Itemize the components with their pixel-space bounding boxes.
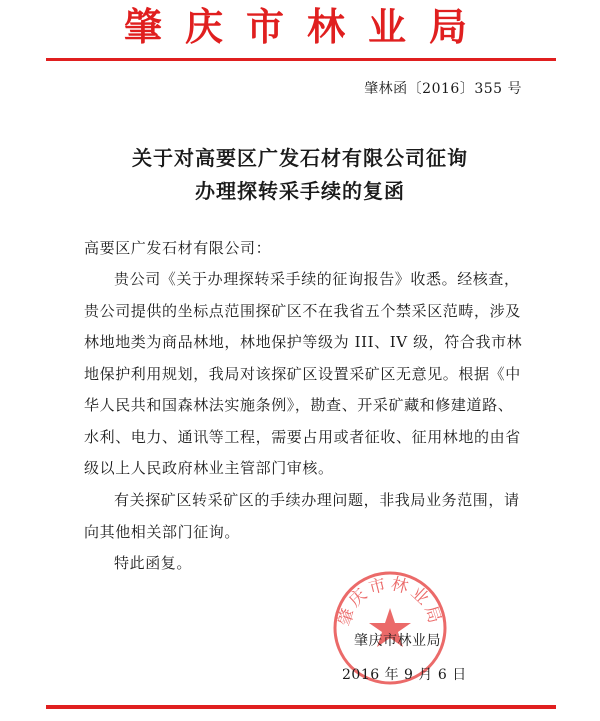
paragraph-1-line: 贵公司提供的坐标点范围探矿区不在我省五个禁采区范畴，涉及 xyxy=(84,301,521,320)
letterhead-title: 肇庆市林业局 xyxy=(123,5,490,49)
paragraph-1-line: 华人民共和国森林法实施条例》，勘查、开采矿藏和修建道路、 xyxy=(84,396,514,414)
top-red-rule xyxy=(46,58,556,61)
seal-text: 肇庆市林业局 xyxy=(334,574,446,629)
paragraph-1 xyxy=(84,264,524,485)
paragraph-1-line: 林地地类为商品林地，林地保护等级为 III、IV 级，符合我市林 xyxy=(84,333,523,351)
document-title-line-2: 办理探转采手续的复函 xyxy=(195,179,405,203)
signature-organization: 肇庆市林业局 xyxy=(354,633,441,649)
paragraph-1-line: 级以上人民政府林业主管部门审核。 xyxy=(84,459,334,477)
paragraph-1-line: 水利、电力、通讯等工程，需要占用或者征收、征用林地的由省 xyxy=(84,427,521,446)
closing-line: 特此函复。 xyxy=(114,554,193,572)
signature-date: 2016 年 9 月 6 日 xyxy=(342,667,467,683)
paragraph-2 xyxy=(84,485,524,548)
paragraph-2-line: 有关探矿区转采矿区的手续办理问题，非我局业务范围，请 xyxy=(114,491,520,509)
document-number: 肇林函〔2016〕355 号 xyxy=(364,81,522,97)
salutation: 高要区广发石材有限公司： xyxy=(84,239,272,257)
paragraph-2-line: 向其他相关部门征询。 xyxy=(84,522,241,541)
paragraph-3 xyxy=(84,548,524,580)
paragraph-1-line: 贵公司《关于办理探转采手续的征询报告》收悉。经核查， xyxy=(114,270,520,288)
paragraph-1-line: 地保护利用规划，我局对该探矿区设置采矿区无意见。根据《中 xyxy=(84,364,521,383)
bottom-red-rule xyxy=(46,705,556,709)
document-title-line-1: 关于对高要区广发石材有限公司征询 xyxy=(132,146,468,170)
